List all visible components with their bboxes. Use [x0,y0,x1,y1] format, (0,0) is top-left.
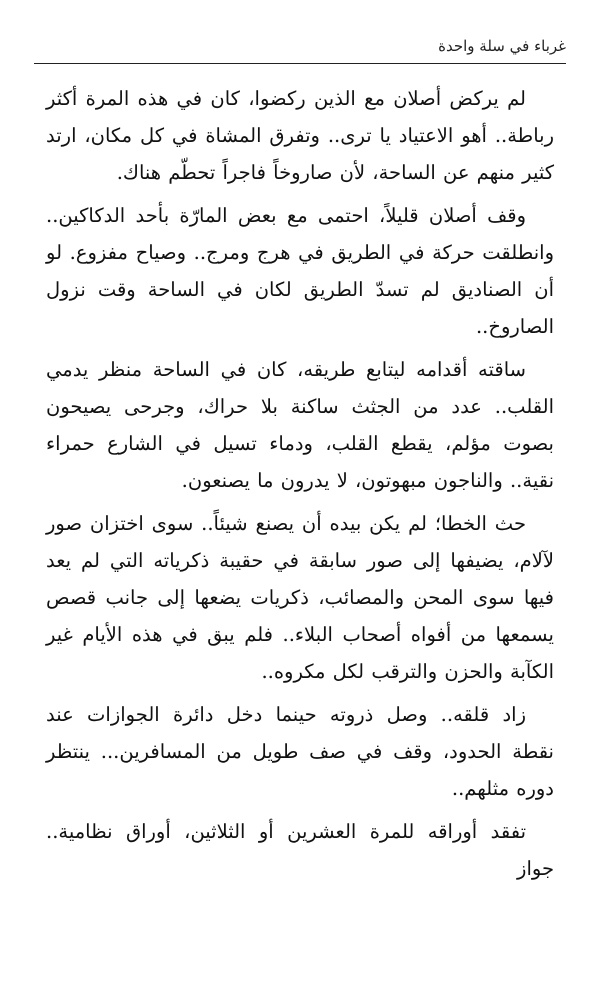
paragraph: لم يركض أصلان مع الذين ركضوا، كان في هذه المرة أكثر رباطة.. أهو الاعتياد يا ترى.. وتفرق المشاة في كل مكان، ارتد كثير منهم عن الساحة، لأن صاروخاً فاجراً تحطّم هناك. [46,87,554,184]
paragraph: وقف أصلان قليلاً، احتمى مع بعض المارّة بأحد الدكاكين.. وانطلقت حركة في الطريق في هرج ومرج.. وصياح مفزوع. لو أن الصناديق لم تسدّ الطريق لكان في الساحة وقت نزول الصاروخ.. [46,204,554,338]
paragraph: ساقته أقدامه ليتابع طريقه، كان في الساحة منظر يدمي القلب.. عدد من الجثث ساكنة بلا حراك، وجرحى يصيحون بصوت مؤلم، يقطع القلب، ودماء تسيل في الشارع حمراء نقية.. والناجون مبهوتون، لا يدرون ما يصنعون. [46,358,554,492]
paragraph: حث الخطا؛ لم يكن بيده أن يصنع شيئاً.. سوى اختزان صور لآلام، يضيفها إلى صور سابقة في حقيبة ذكرياته التي لم يعد فيها سوى المحن والمصائب، ذكريات يضعها إلى جانب قصص يسمعها من أفواه أصحاب البلاء.. فلم يبق في هذه الأيام غير الكآبة والحزن والترقب لكل مكروه.. [46,512,554,683]
paragraph: زاد قلقه.. وصل ذروته حينما دخل دائرة الجوازات عند نقطة الحدود، وقف في صف طويل من المسافرين... ينتظر دوره مثلهم.. [46,703,554,800]
running-header: غرباء في سلة واحدة [438,37,566,55]
header-divider [34,63,566,64]
paragraph: تفقد أوراقه للمرة العشرين أو الثلاثين، أوراق نظامية.. جواز [46,820,554,880]
body-text [46,80,554,893]
